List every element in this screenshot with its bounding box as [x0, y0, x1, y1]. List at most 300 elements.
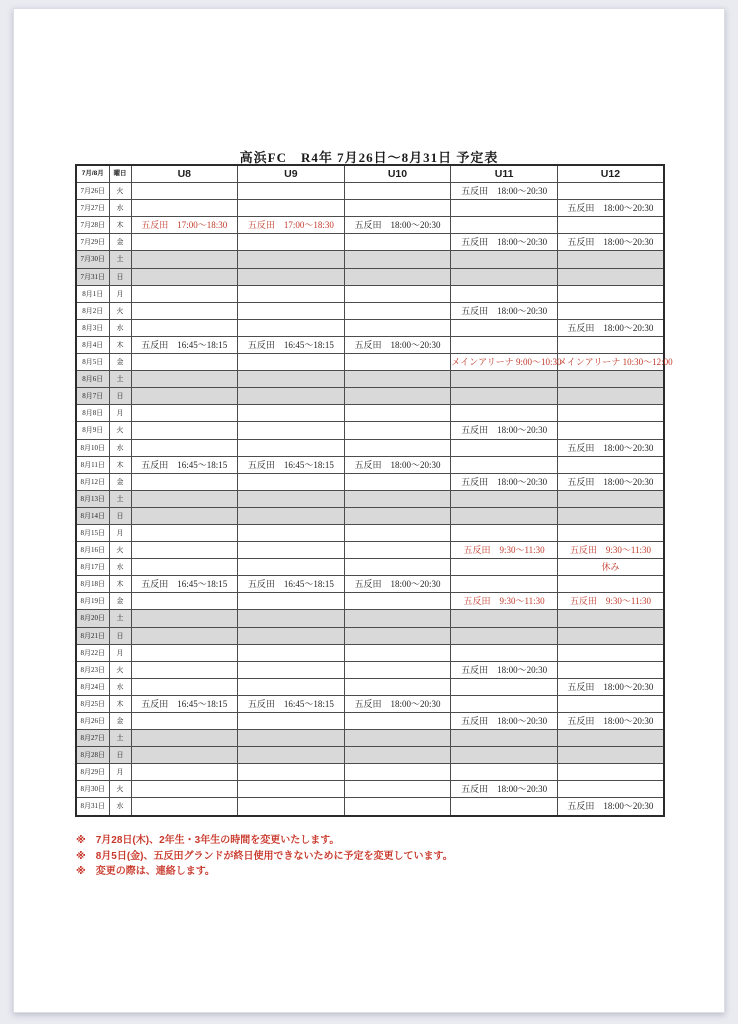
schedule-cell-u10 [344, 661, 451, 678]
schedule-cell-u8 [131, 268, 238, 285]
schedule-cell-u8 [131, 593, 238, 610]
table-row [76, 319, 664, 336]
day-cell: 土 [109, 730, 131, 747]
schedule-cell-u8: 五反田 17:00～18:30 [131, 217, 238, 234]
table-row [76, 747, 664, 764]
notes [76, 833, 453, 880]
schedule-cell-u10: 五反田 18:00～20:30 [344, 217, 451, 234]
day-cell: 金 [109, 593, 131, 610]
note-line: ※ 8月5日(金)、五反田グランドが終日使用できないために予定を変更しています。 [76, 850, 453, 862]
table-row [76, 764, 664, 781]
schedule-cell-u8 [131, 627, 238, 644]
date-cell: 8月2日 [76, 302, 109, 319]
schedule-cell-u10 [344, 439, 451, 456]
table-row [76, 183, 664, 200]
date-cell: 8月10日 [76, 439, 109, 456]
date-cell: 7月31日 [76, 268, 109, 285]
column-header-u9: U9 [238, 165, 345, 183]
date-cell: 7月28日 [76, 217, 109, 234]
table-row [76, 268, 664, 285]
schedule-cell-u11: 五反田 18:00～20:30 [451, 661, 558, 678]
day-cell: 土 [109, 610, 131, 627]
schedule-cell-u8 [131, 559, 238, 576]
note-line: ※ 変更の際は、連絡します。 [76, 866, 215, 877]
schedule-cell-u9: 五反田 17:00～18:30 [238, 217, 345, 234]
schedule-body [76, 183, 673, 816]
schedule-cell-u10: 五反田 18:00～20:30 [344, 336, 451, 353]
schedule-cell-u8 [131, 730, 238, 747]
schedule-cell-u12 [557, 747, 664, 764]
schedule-cell-u8 [131, 388, 238, 405]
schedule-cell-u11 [451, 405, 558, 422]
schedule-cell-u10 [344, 268, 451, 285]
day-cell: 月 [109, 285, 131, 302]
day-cell: 金 [109, 234, 131, 251]
table-row [76, 473, 664, 490]
schedule-cell-u11: 五反田 18:00～20:30 [451, 473, 558, 490]
schedule-cell-u11: 五反田 18:00～20:30 [451, 713, 558, 730]
date-cell: 7月27日 [76, 200, 109, 217]
date-cell: 8月26日 [76, 713, 109, 730]
day-cell: 木 [109, 695, 131, 712]
table-row [76, 695, 664, 712]
table-row [76, 456, 664, 473]
schedule-cell-u11 [451, 200, 558, 217]
schedule-cell-u8 [131, 798, 238, 816]
schedule-cell-u11 [451, 576, 558, 593]
schedule-cell-u10 [344, 627, 451, 644]
table-row [76, 490, 664, 507]
schedule-cell-u8 [131, 405, 238, 422]
schedule-cell-u10 [344, 405, 451, 422]
schedule-cell-u12 [557, 661, 664, 678]
table-row [76, 234, 664, 251]
schedule-cell-u11: 五反田 18:00～20:30 [451, 302, 558, 319]
day-cell: 土 [109, 490, 131, 507]
schedule-cell-u9 [238, 644, 345, 661]
day-cell: 金 [109, 354, 131, 371]
column-header-u8: U8 [131, 165, 238, 183]
schedule-cell-u12 [557, 285, 664, 302]
schedule-cell-u11: 五反田 9:30～11:30 [451, 542, 558, 559]
schedule-cell-u9 [238, 764, 345, 781]
schedule-cell-u10 [344, 473, 451, 490]
schedule-cell-u9 [238, 251, 345, 268]
schedule-cell-u11 [451, 524, 558, 541]
schedule-cell-u10 [344, 747, 451, 764]
schedule-cell-u8: 五反田 16:45～18:15 [131, 576, 238, 593]
column-header-weekday: 曜日 [109, 165, 131, 183]
schedule-cell-u9 [238, 524, 345, 541]
date-cell: 8月12日 [76, 473, 109, 490]
schedule-cell-u10 [344, 798, 451, 816]
schedule-cell-u9 [238, 507, 345, 524]
schedule-cell-u11: メインアリーナ 9:00～10:30 [451, 354, 558, 371]
date-cell: 7月30日 [76, 251, 109, 268]
date-cell: 8月3日 [76, 319, 109, 336]
schedule-cell-u12 [557, 336, 664, 353]
schedule-cell-u8 [131, 473, 238, 490]
schedule-cell-u12 [557, 422, 664, 439]
schedule-cell-u11 [451, 798, 558, 816]
day-cell: 木 [109, 336, 131, 353]
schedule-cell-u9 [238, 798, 345, 816]
schedule-cell-u12: 五反田 18:00～20:30 [557, 798, 664, 816]
schedule-cell-u9 [238, 661, 345, 678]
table-row [76, 371, 664, 388]
day-cell: 月 [109, 405, 131, 422]
date-cell: 8月23日 [76, 661, 109, 678]
schedule-cell-u11 [451, 319, 558, 336]
schedule-cell-u12 [557, 644, 664, 661]
schedule-cell-u10 [344, 285, 451, 302]
day-cell: 火 [109, 183, 131, 200]
table-row [76, 781, 664, 798]
table-row [76, 730, 664, 747]
schedule-cell-u9 [238, 422, 345, 439]
day-cell: 月 [109, 764, 131, 781]
day-cell: 土 [109, 371, 131, 388]
schedule-cell-u10 [344, 678, 451, 695]
date-cell: 8月9日 [76, 422, 109, 439]
column-header-month: 7月/8月 [76, 165, 109, 183]
table-row [76, 388, 664, 405]
schedule-cell-u12: 休み [557, 559, 664, 576]
schedule-cell-u9: 五反田 16:45～18:15 [238, 456, 345, 473]
date-cell: 8月14日 [76, 507, 109, 524]
schedule-cell-u12 [557, 781, 664, 798]
day-cell: 金 [109, 473, 131, 490]
schedule-cell-u10 [344, 542, 451, 559]
schedule-cell-u9 [238, 542, 345, 559]
date-cell: 8月13日 [76, 490, 109, 507]
schedule-cell-u9 [238, 268, 345, 285]
schedule-cell-u11 [451, 456, 558, 473]
date-cell: 8月1日 [76, 285, 109, 302]
schedule-cell-u11 [451, 507, 558, 524]
day-cell: 火 [109, 542, 131, 559]
table-row [76, 439, 664, 456]
day-cell: 日 [109, 747, 131, 764]
date-cell: 8月18日 [76, 576, 109, 593]
schedule-cell-u8 [131, 661, 238, 678]
date-cell: 8月29日 [76, 764, 109, 781]
table-row [76, 200, 664, 217]
table-row [76, 610, 664, 627]
date-cell: 8月8日 [76, 405, 109, 422]
schedule-cell-u9 [238, 439, 345, 456]
schedule-cell-u9 [238, 405, 345, 422]
date-cell: 7月26日 [76, 183, 109, 200]
day-cell: 火 [109, 422, 131, 439]
day-cell: 水 [109, 439, 131, 456]
date-cell: 8月15日 [76, 524, 109, 541]
date-cell: 8月16日 [76, 542, 109, 559]
day-cell: 月 [109, 644, 131, 661]
schedule-cell-u10 [344, 507, 451, 524]
table-row [76, 507, 664, 524]
schedule-cell-u10 [344, 302, 451, 319]
schedule-cell-u10: 五反田 18:00～20:30 [344, 695, 451, 712]
schedule-cell-u8 [131, 507, 238, 524]
schedule-cell-u11 [451, 764, 558, 781]
schedule-cell-u10 [344, 354, 451, 371]
schedule-cell-u9 [238, 319, 345, 336]
schedule-cell-u10 [344, 524, 451, 541]
day-cell: 火 [109, 302, 131, 319]
schedule-cell-u8 [131, 234, 238, 251]
schedule-cell-u12 [557, 302, 664, 319]
table-row [76, 405, 664, 422]
schedule-cell-u8 [131, 371, 238, 388]
schedule-table [75, 164, 673, 817]
schedule-cell-u12 [557, 507, 664, 524]
schedule-cell-u11 [451, 285, 558, 302]
schedule-cell-u9 [238, 473, 345, 490]
schedule-cell-u12 [557, 183, 664, 200]
schedule-cell-u10 [344, 422, 451, 439]
date-cell: 8月19日 [76, 593, 109, 610]
schedule-cell-u11 [451, 695, 558, 712]
schedule-cell-u9 [238, 388, 345, 405]
date-cell: 8月25日 [76, 695, 109, 712]
schedule-cell-u10 [344, 730, 451, 747]
schedule-cell-u11: 五反田 18:00～20:30 [451, 183, 558, 200]
page [13, 8, 725, 1013]
schedule-cell-u12 [557, 576, 664, 593]
day-cell: 水 [109, 559, 131, 576]
schedule-cell-u11 [451, 371, 558, 388]
schedule-cell-u8 [131, 524, 238, 541]
table-row [76, 713, 664, 730]
schedule-cell-u11 [451, 610, 558, 627]
date-cell: 8月24日 [76, 678, 109, 695]
schedule-cell-u12 [557, 764, 664, 781]
table-row [76, 285, 664, 302]
schedule-cell-u8 [131, 302, 238, 319]
schedule-cell-u10 [344, 200, 451, 217]
schedule-cell-u10 [344, 183, 451, 200]
schedule-cell-u12: 五反田 18:00～20:30 [557, 439, 664, 456]
schedule-cell-u8 [131, 183, 238, 200]
date-cell: 8月21日 [76, 627, 109, 644]
schedule-cell-u8 [131, 422, 238, 439]
schedule-cell-u12 [557, 524, 664, 541]
date-cell: 8月20日 [76, 610, 109, 627]
date-cell: 7月29日 [76, 234, 109, 251]
column-header-u11: U11 [451, 165, 558, 183]
schedule-cell-u9 [238, 747, 345, 764]
schedule-cell-u12: 五反田 18:00～20:30 [557, 713, 664, 730]
schedule-cell-u11: 五反田 9:30～11:30 [451, 593, 558, 610]
schedule-cell-u11: 五反田 18:00～20:30 [451, 234, 558, 251]
schedule-cell-u12: 五反田 9:30～11:30 [557, 542, 664, 559]
schedule-cell-u12 [557, 456, 664, 473]
schedule-cell-u12: 五反田 18:00～20:30 [557, 200, 664, 217]
date-cell: 8月28日 [76, 747, 109, 764]
schedule-cell-u11 [451, 490, 558, 507]
table-row [76, 798, 664, 816]
schedule-cell-u11 [451, 747, 558, 764]
schedule-cell-u12 [557, 251, 664, 268]
schedule-cell-u8 [131, 678, 238, 695]
table-row [76, 251, 664, 268]
schedule-cell-u11 [451, 559, 558, 576]
schedule-cell-u11: 五反田 18:00～20:30 [451, 422, 558, 439]
schedule-cell-u8 [131, 354, 238, 371]
schedule-cell-u12 [557, 610, 664, 627]
date-cell: 8月4日 [76, 336, 109, 353]
day-cell: 日 [109, 627, 131, 644]
schedule-cell-u9 [238, 713, 345, 730]
table-row [76, 336, 664, 353]
schedule-cell-u8: 五反田 16:45～18:15 [131, 336, 238, 353]
schedule-cell-u10: 五反田 18:00～20:30 [344, 456, 451, 473]
table-row [76, 217, 664, 234]
day-cell: 木 [109, 576, 131, 593]
date-cell: 8月7日 [76, 388, 109, 405]
table-row [76, 644, 664, 661]
date-cell: 8月22日 [76, 644, 109, 661]
schedule-cell-u10 [344, 371, 451, 388]
schedule-cell-u11 [451, 217, 558, 234]
schedule-cell-u8 [131, 319, 238, 336]
day-cell: 水 [109, 319, 131, 336]
schedule-cell-u8 [131, 200, 238, 217]
schedule-cell-u11 [451, 336, 558, 353]
table-row [76, 661, 664, 678]
table-row [76, 559, 664, 576]
schedule-cell-u9 [238, 302, 345, 319]
table-row [76, 302, 664, 319]
table-row [76, 354, 664, 371]
schedule-cell-u9 [238, 559, 345, 576]
day-cell: 木 [109, 456, 131, 473]
day-cell: 日 [109, 388, 131, 405]
schedule-cell-u10 [344, 713, 451, 730]
schedule-cell-u9 [238, 200, 345, 217]
schedule-cell-u10 [344, 781, 451, 798]
schedule-cell-u9 [238, 371, 345, 388]
schedule-cell-u11 [451, 268, 558, 285]
column-header-u10: U10 [344, 165, 451, 183]
schedule-cell-u9 [238, 490, 345, 507]
schedule-cell-u10 [344, 610, 451, 627]
day-cell: 土 [109, 251, 131, 268]
schedule-cell-u8 [131, 490, 238, 507]
schedule-cell-u9 [238, 627, 345, 644]
schedule-cell-u10: 五反田 18:00～20:30 [344, 576, 451, 593]
schedule-cell-u9 [238, 183, 345, 200]
schedule-cell-u9 [238, 285, 345, 302]
schedule-cell-u8 [131, 764, 238, 781]
schedule-cell-u8 [131, 747, 238, 764]
table-row [76, 422, 664, 439]
schedule-cell-u12 [557, 627, 664, 644]
schedule-cell-u8 [131, 439, 238, 456]
column-header-u12: U12 [557, 165, 664, 183]
schedule-cell-u9: 五反田 16:45～18:15 [238, 576, 345, 593]
date-cell: 8月31日 [76, 798, 109, 816]
day-cell: 金 [109, 713, 131, 730]
schedule-cell-u10 [344, 388, 451, 405]
schedule-cell-u8: 五反田 16:45～18:15 [131, 695, 238, 712]
schedule-cell-u11 [451, 439, 558, 456]
table-row [76, 627, 664, 644]
schedule-cell-u8 [131, 713, 238, 730]
header-row [76, 165, 664, 183]
date-cell: 8月17日 [76, 559, 109, 576]
schedule-cell-u9 [238, 234, 345, 251]
schedule-cell-u9: 五反田 16:45～18:15 [238, 695, 345, 712]
schedule-cell-u9: 五反田 16:45～18:15 [238, 336, 345, 353]
schedule-cell-u12 [557, 405, 664, 422]
day-cell: 水 [109, 678, 131, 695]
schedule-cell-u10 [344, 644, 451, 661]
schedule-cell-u8 [131, 781, 238, 798]
schedule-cell-u12: 五反田 18:00～20:30 [557, 319, 664, 336]
schedule-cell-u9 [238, 610, 345, 627]
schedule-cell-u9 [238, 730, 345, 747]
day-cell: 火 [109, 661, 131, 678]
schedule-cell-u8 [131, 644, 238, 661]
schedule-cell-u10 [344, 490, 451, 507]
schedule-cell-u12: 五反田 18:00～20:30 [557, 473, 664, 490]
schedule-cell-u8 [131, 251, 238, 268]
schedule-cell-u9 [238, 354, 345, 371]
schedule-cell-u12: 五反田 9:30～11:30 [557, 593, 664, 610]
schedule-cell-u12 [557, 388, 664, 405]
schedule-cell-u8 [131, 285, 238, 302]
schedule-cell-u12: メインアリーナ 10:30～12:00 [557, 354, 664, 371]
day-cell: 木 [109, 217, 131, 234]
date-cell: 8月6日 [76, 371, 109, 388]
schedule-cell-u10 [344, 234, 451, 251]
schedule-cell-u8: 五反田 16:45～18:15 [131, 456, 238, 473]
schedule-cell-u11 [451, 627, 558, 644]
schedule-cell-u10 [344, 764, 451, 781]
schedule-cell-u11 [451, 730, 558, 747]
schedule-cell-u12 [557, 490, 664, 507]
schedule-cell-u10 [344, 319, 451, 336]
schedule-cell-u9 [238, 781, 345, 798]
date-cell: 8月5日 [76, 354, 109, 371]
page-title: 高浜FC R4年 7月26日～8月31日 予定表 [239, 150, 499, 165]
table-row [76, 576, 664, 593]
schedule-cell-u11 [451, 251, 558, 268]
schedule-cell-u11 [451, 678, 558, 695]
schedule-cell-u10 [344, 593, 451, 610]
date-cell: 8月30日 [76, 781, 109, 798]
schedule-cell-u11 [451, 644, 558, 661]
schedule-cell-u12: 五反田 18:00～20:30 [557, 234, 664, 251]
schedule-cell-u12 [557, 695, 664, 712]
schedule-cell-u8 [131, 542, 238, 559]
schedule-cell-u9 [238, 678, 345, 695]
date-cell: 8月27日 [76, 730, 109, 747]
schedule-cell-u12: 五反田 18:00～20:30 [557, 678, 664, 695]
schedule-cell-u10 [344, 559, 451, 576]
schedule-cell-u11: 五反田 18:00～20:30 [451, 781, 558, 798]
table-row [76, 542, 664, 559]
date-cell: 8月11日 [76, 456, 109, 473]
schedule-cell-u12 [557, 730, 664, 747]
schedule-cell-u10 [344, 251, 451, 268]
schedule-cell-u12 [557, 217, 664, 234]
note-line: ※ 7月28日(木)、2年生・3年生の時間を変更いたします。 [76, 835, 340, 846]
schedule-cell-u8 [131, 610, 238, 627]
day-cell: 水 [109, 798, 131, 816]
